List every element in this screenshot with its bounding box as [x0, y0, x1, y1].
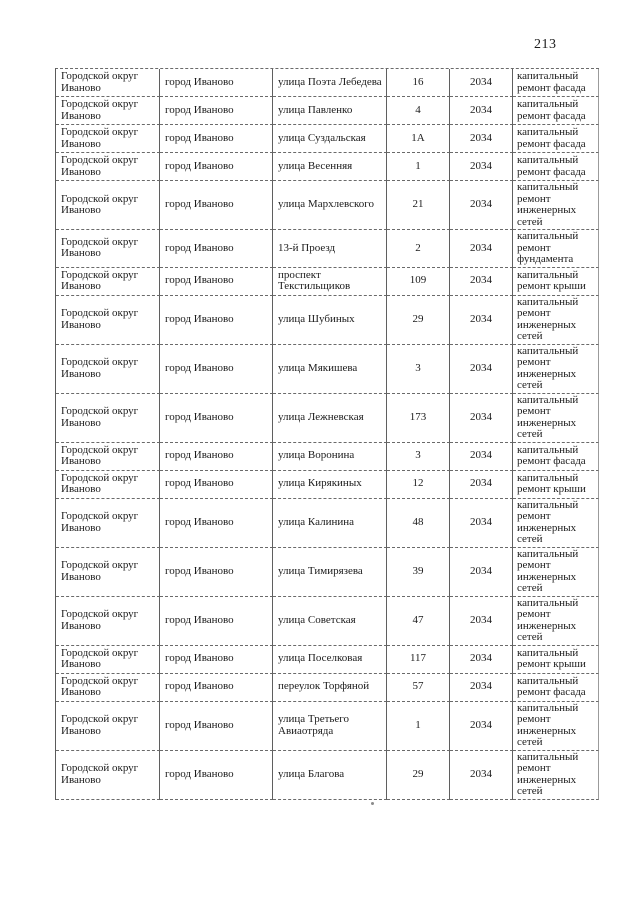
cell-work: капитальный ремонт фасада: [513, 674, 599, 702]
cell-district: Городской округ Иваново: [56, 181, 160, 230]
cell-work: капитальный ремонт фундамента: [513, 230, 599, 268]
cell-city: город Иваново: [160, 702, 273, 751]
cell-city: город Иваново: [160, 69, 273, 97]
cell-work: капитальный ремонт крыши: [513, 646, 599, 674]
cell-district: Городской округ Иваново: [56, 97, 160, 125]
cell-work: капитальный ремонт инженерных сетей: [513, 296, 599, 345]
table-row: [56, 499, 599, 548]
cell-work: капитальный ремонт инженерных сетей: [513, 394, 599, 443]
cell-work: капитальный ремонт крыши: [513, 268, 599, 296]
table-row: [56, 471, 599, 499]
cell-city: город Иваново: [160, 230, 273, 268]
cell-year: 2034: [450, 268, 513, 296]
cell-house: 117: [387, 646, 450, 674]
cell-city: город Иваново: [160, 646, 273, 674]
cell-year: 2034: [450, 751, 513, 800]
cell-city: город Иваново: [160, 471, 273, 499]
table-row: [56, 646, 599, 674]
cell-street: улица Мякишева: [273, 345, 387, 394]
cell-house: 2: [387, 230, 450, 268]
scan-speck: [371, 802, 374, 805]
cell-street: улица Воронина: [273, 443, 387, 471]
cell-district: Городской округ Иваново: [56, 751, 160, 800]
cell-house: 57: [387, 674, 450, 702]
cell-city: город Иваново: [160, 268, 273, 296]
cell-district: Городской округ Иваново: [56, 345, 160, 394]
cell-year: 2034: [450, 153, 513, 181]
cell-house: 3: [387, 443, 450, 471]
cell-year: 2034: [450, 296, 513, 345]
cell-street: улица Поэта Лебедева: [273, 69, 387, 97]
cell-year: 2034: [450, 548, 513, 597]
cell-district: Городской округ Иваново: [56, 548, 160, 597]
cell-house: 173: [387, 394, 450, 443]
cell-house: 47: [387, 597, 450, 646]
cell-house: 29: [387, 296, 450, 345]
cell-district: Городской округ Иваново: [56, 296, 160, 345]
table-row: [56, 296, 599, 345]
cell-year: 2034: [450, 499, 513, 548]
cell-district: Городской округ Иваново: [56, 597, 160, 646]
table-row: [56, 345, 599, 394]
cell-street: улица Шубиных: [273, 296, 387, 345]
cell-city: город Иваново: [160, 125, 273, 153]
cell-work: капитальный ремонт инженерных сетей: [513, 345, 599, 394]
cell-house: 1: [387, 702, 450, 751]
cell-street: улица Мархлевского: [273, 181, 387, 230]
cell-work: капитальный ремонт инженерных сетей: [513, 548, 599, 597]
cell-house: 48: [387, 499, 450, 548]
cell-year: 2034: [450, 97, 513, 125]
cell-work: капитальный ремонт фасада: [513, 125, 599, 153]
table-body: [56, 69, 599, 800]
cell-district: Городской округ Иваново: [56, 153, 160, 181]
table-row: [56, 97, 599, 125]
cell-year: 2034: [450, 674, 513, 702]
cell-city: город Иваново: [160, 97, 273, 125]
cell-city: город Иваново: [160, 674, 273, 702]
cell-district: Городской округ Иваново: [56, 674, 160, 702]
cell-house: 4: [387, 97, 450, 125]
cell-street: переулок Торфяной: [273, 674, 387, 702]
cell-city: город Иваново: [160, 394, 273, 443]
cell-year: 2034: [450, 230, 513, 268]
cell-house: 12: [387, 471, 450, 499]
cell-year: 2034: [450, 69, 513, 97]
table-row: [56, 751, 599, 800]
cell-street: улица Калинина: [273, 499, 387, 548]
cell-city: город Иваново: [160, 499, 273, 548]
cell-district: Городской округ Иваново: [56, 443, 160, 471]
cell-city: город Иваново: [160, 597, 273, 646]
cell-street: улица Павленко: [273, 97, 387, 125]
cell-house: 16: [387, 69, 450, 97]
cell-street: улица Суздальская: [273, 125, 387, 153]
cell-district: Городской округ Иваново: [56, 230, 160, 268]
cell-district: Городской округ Иваново: [56, 394, 160, 443]
cell-district: Городской округ Иваново: [56, 471, 160, 499]
cell-district: Городской округ Иваново: [56, 125, 160, 153]
cell-work: капитальный ремонт инженерных сетей: [513, 597, 599, 646]
page-number: 213: [534, 37, 557, 52]
cell-year: 2034: [450, 443, 513, 471]
table-row: [56, 69, 599, 97]
table-row: [56, 230, 599, 268]
cell-year: 2034: [450, 125, 513, 153]
cell-district: Городской округ Иваново: [56, 646, 160, 674]
cell-street: улица Весенняя: [273, 153, 387, 181]
cell-year: 2034: [450, 394, 513, 443]
cell-city: город Иваново: [160, 296, 273, 345]
cell-city: город Иваново: [160, 443, 273, 471]
cell-house: 1: [387, 153, 450, 181]
cell-district: Городской округ Иваново: [56, 268, 160, 296]
cell-street: улица Благова: [273, 751, 387, 800]
cell-year: 2034: [450, 646, 513, 674]
cell-work: капитальный ремонт инженерных сетей: [513, 499, 599, 548]
cell-work: капитальный ремонт инженерных сетей: [513, 751, 599, 800]
cell-house: 1А: [387, 125, 450, 153]
cell-work: капитальный ремонт инженерных сетей: [513, 702, 599, 751]
cell-city: город Иваново: [160, 548, 273, 597]
cell-house: 21: [387, 181, 450, 230]
cell-district: Городской округ Иваново: [56, 702, 160, 751]
table-row: [56, 181, 599, 230]
cell-street: улица Советская: [273, 597, 387, 646]
cell-city: город Иваново: [160, 345, 273, 394]
table-row: [56, 674, 599, 702]
cell-street: улица Кирякиных: [273, 471, 387, 499]
table-row: [56, 702, 599, 751]
cell-house: 29: [387, 751, 450, 800]
cell-street: улица Третьего Авиаотряда: [273, 702, 387, 751]
cell-work: капитальный ремонт крыши: [513, 471, 599, 499]
cell-house: 3: [387, 345, 450, 394]
cell-work: капитальный ремонт фасада: [513, 153, 599, 181]
cell-street: проспект Текстильщиков: [273, 268, 387, 296]
cell-year: 2034: [450, 471, 513, 499]
table-row: [56, 597, 599, 646]
cell-year: 2034: [450, 597, 513, 646]
cell-year: 2034: [450, 702, 513, 751]
cell-district: Городской округ Иваново: [56, 499, 160, 548]
cell-city: город Иваново: [160, 181, 273, 230]
cell-year: 2034: [450, 345, 513, 394]
cell-street: улица Поселковая: [273, 646, 387, 674]
table-row: [56, 394, 599, 443]
cell-work: капитальный ремонт фасада: [513, 443, 599, 471]
cell-house: 109: [387, 268, 450, 296]
cell-district: Городской округ Иваново: [56, 69, 160, 97]
cell-street: улица Тимирязева: [273, 548, 387, 597]
cell-house: 39: [387, 548, 450, 597]
cell-work: капитальный ремонт инженерных сетей: [513, 181, 599, 230]
cell-year: 2034: [450, 181, 513, 230]
table-row: [56, 153, 599, 181]
cell-city: город Иваново: [160, 153, 273, 181]
cell-street: улица Лежневская: [273, 394, 387, 443]
table-row: [56, 268, 599, 296]
table-row: [56, 548, 599, 597]
repair-plan-table: [55, 68, 599, 800]
cell-work: капитальный ремонт фасада: [513, 97, 599, 125]
table-row: [56, 125, 599, 153]
cell-city: город Иваново: [160, 751, 273, 800]
cell-street: 13-й Проезд: [273, 230, 387, 268]
table-row: [56, 443, 599, 471]
cell-work: капитальный ремонт фасада: [513, 69, 599, 97]
